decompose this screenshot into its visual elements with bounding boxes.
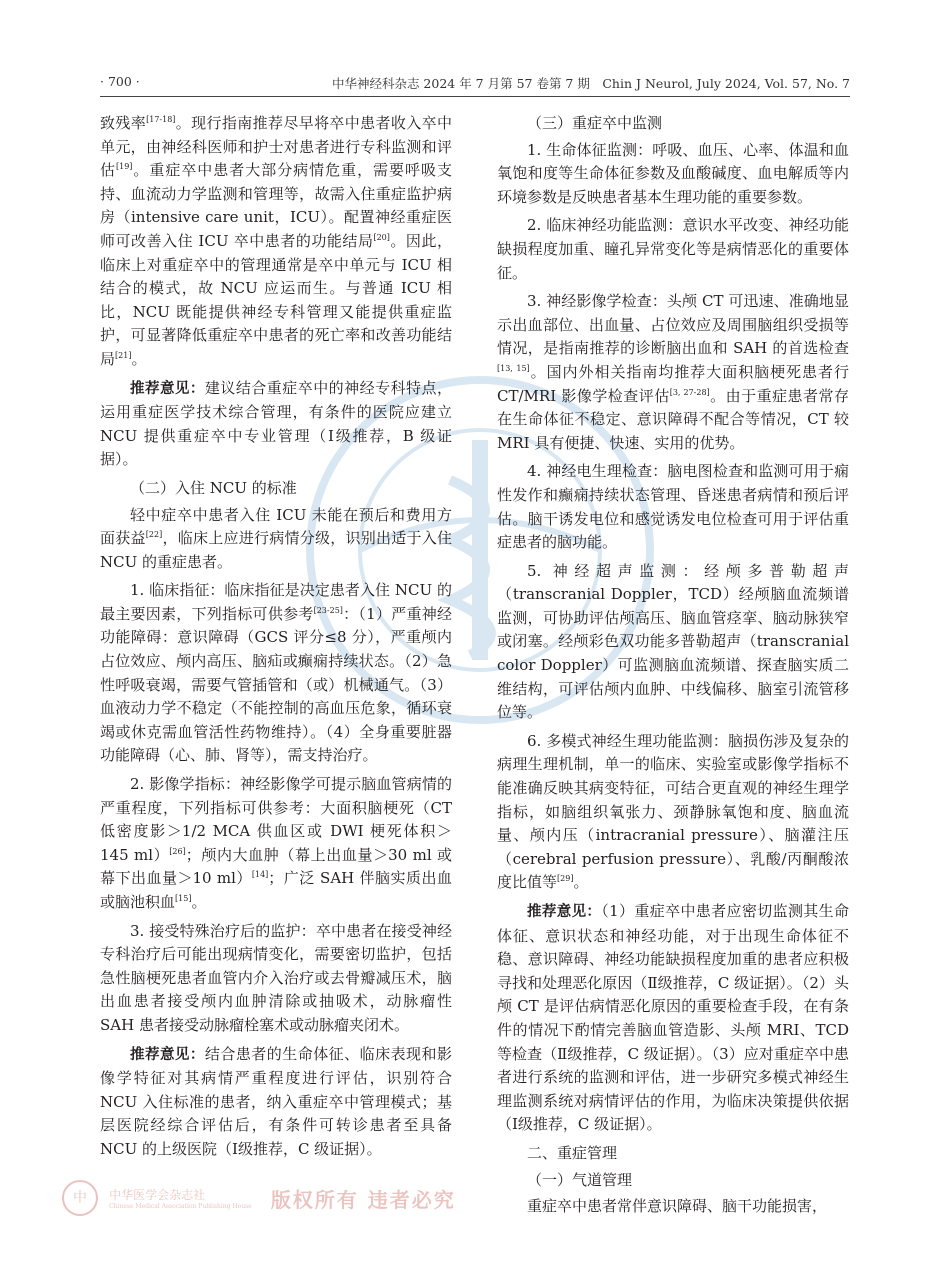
paragraph: 2. 影像学指标：神经影像学可提示脑血管病情的严重程度，下列指标可供参考：大面积脑梗死（CT 低密度影＞1/2 MCA 供血区或 DWI 梗死体积＞145 ml）[26]；颅内大血肿（幕上出血量＞30 ml 或幕下出血量＞10 ml）[14]；广泛 SAH 伴脑实质出血或脑池积血[15]。 [100,775,452,911]
subsection-heading: （一）气道管理 [527,1170,633,1189]
left-column [100,112,452,1167]
section-heading: （三）重症卒中监测 [527,114,663,132]
paragraph: 1. 临床指征：临床指征是决定患者入住 NCU 的最主要因素，下列指标可供参考[23-25]：（1）严重神经功能障碍：意识障碍（GCS 评分≤8 分），严重颅内占位效应、颅内高压、脑疝或癫痫持续状态。（2）急性呼吸衰竭，需要气管插管和（或）机械通气。（3）血液动力学不稳定（不能控制的高血压危象，循环衰竭或休克需血管活性药物维持）。（4）全身重要脏器功能障碍（心、肺、肾等），需支持治疗。 [100,581,452,765]
recommendation: 推荐意见：建议结合重症卒中的神经专科特点，运用重症医学技术综合管理，有条件的医院应建立 NCU 提供重症卒中专业管理（Ⅰ级推荐，B 级证据）。 [100,378,452,469]
paragraph: 致残率[17-18]。现行指南推荐尽早将卒中患者收入卒中单元，由神经科医师和护士对患者进行专科监测和评估[19]。重症卒中患者大部分病情危重，需要呼吸支持、血流动力学监测和管理等，故需入住重症监护病房（intensive care unit，ICU）。配置神经重症医师可改善入住 ICU 卒中患者的功能结局[20]。因此，临床上对重症卒中的管理通常是卒中单元与 ICU 相结合的模式，故 NCU 应运而生。与普通 ICU 相比，NCU 既能提供神经专科管理又能提供重症监护，可显著降低重症卒中患者的死亡率和改善功能结局[21]。 [100,114,452,368]
paragraph: 重症卒中患者常伴意识障碍、脑干功能损害， [527,1197,828,1216]
recommendation: 推荐意见：结合患者的生命体征、临床表现和影像学特征对其病情严重程度进行评估，识别符合 NCU 入住标准的患者，纳入重症卒中管理模式；基层医院经综合评估后，有条件可转诊患者至具备 NCU 的上级医院（Ⅰ级推荐，C 级证据）。 [100,1044,452,1158]
paragraph: 2. 临床神经功能监测：意识水平改变、神经功能缺损程度加重、瞳孔异常变化等是病情恶化的重要体征。 [497,216,849,282]
paragraph: 1. 生命体征监测：呼吸、血压、心率、体温和血氧饱和度等生命体征参数及血酸碱度、血电解质等内环境参数是反映患者基本生理功能的重要参数。 [497,140,849,206]
header-rule [100,96,850,97]
publisher-logo [62,1180,456,1220]
paragraph: 6. 多模式神经生理功能监测：脑损伤涉及复杂的病理生理机制，单一的临床、实验室或影像学指标不能准确反映其病变特征，可结合更直观的神经生理学指标，如脑组织氧张力、颈静脉氧饱和度、脑血流量、颅内压（intracranial pressure）、脑灌注压（cerebral perfusion pressure）、乳酸/丙酮酸浓度比值等[29]。 [497,731,849,892]
paragraph: 4. 神经电生理检查：脑电图检查和监测可用于痫性发作和癫痫持续状态管理、昏迷患者病情和预后评估。脑干诱发电位和感觉诱发电位检查可用于评估重症患者的脑功能。 [497,462,849,552]
right-column [497,112,849,1224]
copyright-mark: 版权所有 违者必究 [270,1187,456,1212]
section-heading: 二、重症管理 [527,1143,618,1162]
section-heading: （二）入住 NCU 的标准 [130,478,297,497]
paragraph: 轻中症卒中患者入住 ICU 未能在预后和费用方面获益[22]，临床上应进行病情分级，识别出适于入住 NCU 的重症患者。 [100,505,452,571]
recommendation: 推荐意见：（1）重症卒中患者应密切监测其生命体征、意识状态和神经功能，对于出现生命体征不稳、意识障碍、神经功能缺损程度加重的患者应积极寻找和处理恶化原因（Ⅱ级推荐，C 级证据）。（2）头颅 CT 是评估病情恶化原因的重要检查手段，在有条件的情况下酌情完善脑血管造影、头颅 MRI、TCD 等检查（Ⅱ级推荐，C 级证据）。（3）应对重症卒中患者进行系统的监测和评估，进一步研究多模式神经生理监测系统对病情评估的作用，为临床决策提供依据（Ⅰ级推荐，C 级证据）。 [497,902,850,1134]
publisher-seal-icon: 中 [62,1180,98,1216]
paragraph: 3. 神经影像学检查：头颅 CT 可迅速、准确地显示出血部位、出血量、占位效应及周围脑组织受损等情况，是指南推荐的诊断脑出血和 SAH 的首选检查[13, 15]。国内外相关指南均推荐大面积脑梗死患者行 CT/MRI 影像学检查评估[3, 27-28]。由于重症患者常存在生命体征不稳定、意识障碍不配合等情况，CT 较 MRI 具有便捷、快速、实用的优势。 [497,292,849,452]
page-number: · 700 · [100,74,140,89]
journal-citation: 中华神经科杂志 2024 年 7 月第 57 卷第 7 期 Chin J Neurol, July 2024, Vol. 57, No. 7 [331,76,850,91]
paragraph: 5. 神经超声监测：经颅多普勒超声（transcranial Doppler，TCD）经颅脑血流频谱监测，可协助评估颅高压、脑血管痉挛、脑动脉狭窄或闭塞。经颅彩色双功能多普勒超声（transcranial color Doppler）可监测脑血流频谱、探查脑实质二维结构，可评估颅内血肿、中线偏移、脑室引流管移位等。 [497,561,849,722]
running-header [100,74,850,96]
paragraph: 3. 接受特殊治疗后的监护：卒中患者在接受神经专科治疗后可能出现病情变化，需要密切监护，包括急性脑梗死患者血管内介入治疗或去骨瓣减压术，脑出血患者接受颅内血肿清除或抽吸术，动脉瘤性 SAH 患者接受动脉瘤栓塞术或动脉瘤夹闭术。 [100,921,452,1034]
publisher-name: 中华医学会杂志社 Chinese Medical Association Publishing House [109,1188,252,1210]
